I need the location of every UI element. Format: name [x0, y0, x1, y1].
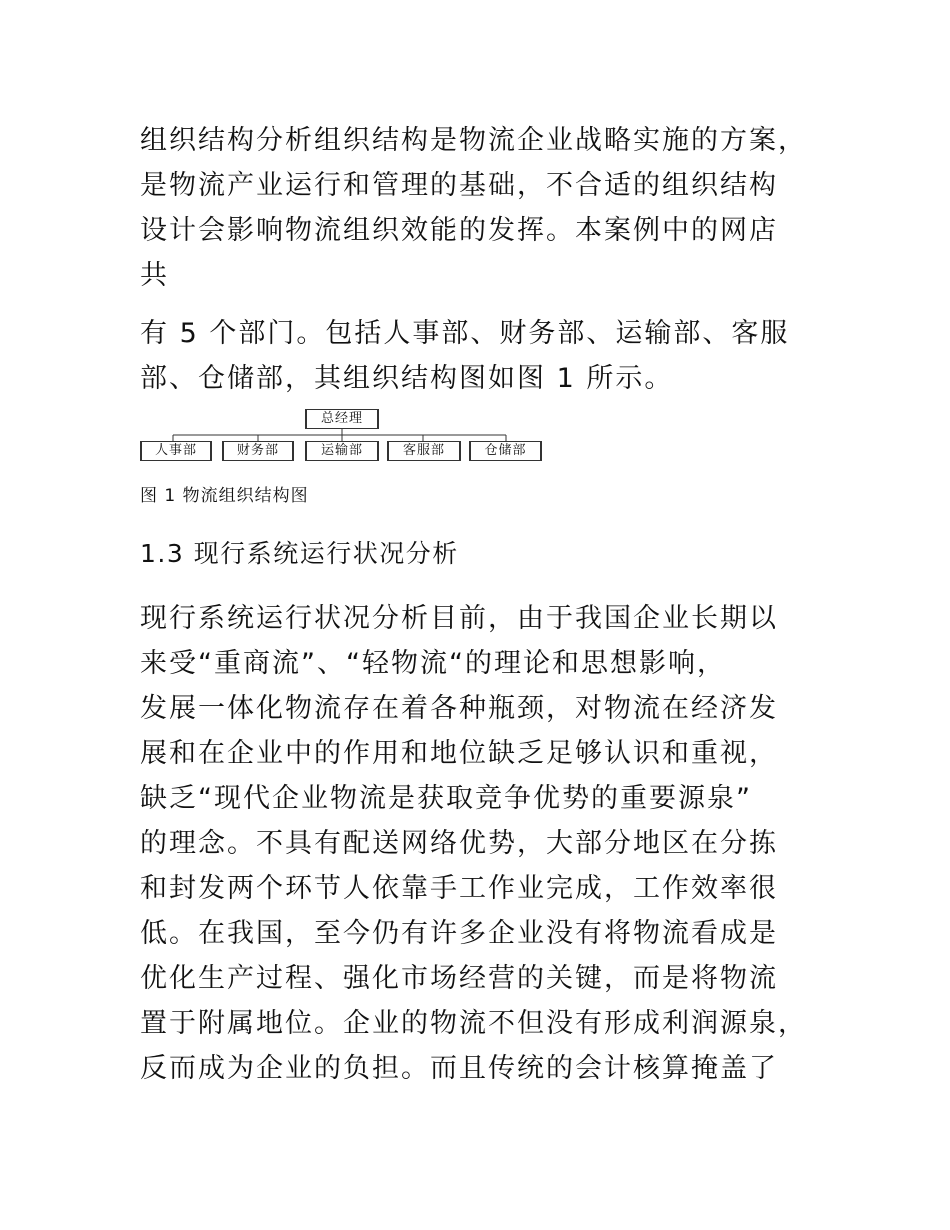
- text-line: 现行系统运行状况分析目前，由于我国企业长期以: [140, 603, 778, 634]
- document-page: [140, 118, 830, 1091]
- text-line: 共: [140, 260, 169, 291]
- org-node-warehouse: 仓储部: [469, 441, 542, 461]
- paragraph-current-system: [140, 596, 830, 1091]
- text-line: 展和在企业中的作用和地位缺乏足够认识和重视，: [140, 738, 778, 769]
- org-node-general-manager: 总经理: [305, 409, 379, 429]
- org-chart-figure: [140, 409, 542, 461]
- text-line: 低。在我国，至今仍有许多企业没有将物流看成是: [140, 918, 778, 949]
- text-line: 部、仓储部，其组织结构图如图 1 所示。: [140, 363, 674, 394]
- text-line: 反而成为企业的负担。而且传统的会计核算掩盖了: [140, 1053, 778, 1084]
- text-line: 设计会影响物流组织效能的发挥。本案例中的网店: [140, 215, 778, 246]
- org-node-transport: 运输部: [305, 441, 379, 461]
- text-line: 优化生产过程、强化市场经营的关键，而是将物流: [140, 963, 778, 994]
- org-node-customer-service: 客服部: [387, 441, 461, 461]
- text-line: 是物流产业运行和管理的基础，不合适的组织结构: [140, 170, 778, 201]
- text-line: 来受“重商流”、“轻物流“的理论和思想影响，: [140, 648, 726, 679]
- text-line: 发展一体化物流存在着各种瓶颈，对物流在经济发: [140, 693, 778, 724]
- section-heading: 1.3 现行系统运行状况分析: [140, 539, 459, 568]
- figure-caption: 图 1 物流组织结构图: [140, 486, 309, 506]
- org-node-finance: 财务部: [222, 441, 294, 461]
- org-node-hr: 人事部: [140, 441, 212, 461]
- paragraph-departments: [140, 311, 830, 401]
- text-line: 组织结构分析组织结构是物流企业战略实施的方案，: [140, 125, 807, 156]
- paragraph-org-structure: [140, 118, 830, 298]
- text-line: 置于附属地位。企业的物流不但没有形成利润源泉，: [140, 1008, 807, 1039]
- text-line: 有 5 个部门。包括人事部、财务部、运输部、客服: [140, 318, 790, 349]
- text-line: 和封发两个环节人依靠手工作业完成，工作效率很: [140, 873, 778, 904]
- text-line: 的理念。不具有配送网络优势，大部分地区在分拣: [140, 828, 778, 859]
- text-line: 缺乏“现代企业物流是获取竞争优势的重要源泉”: [140, 783, 752, 814]
